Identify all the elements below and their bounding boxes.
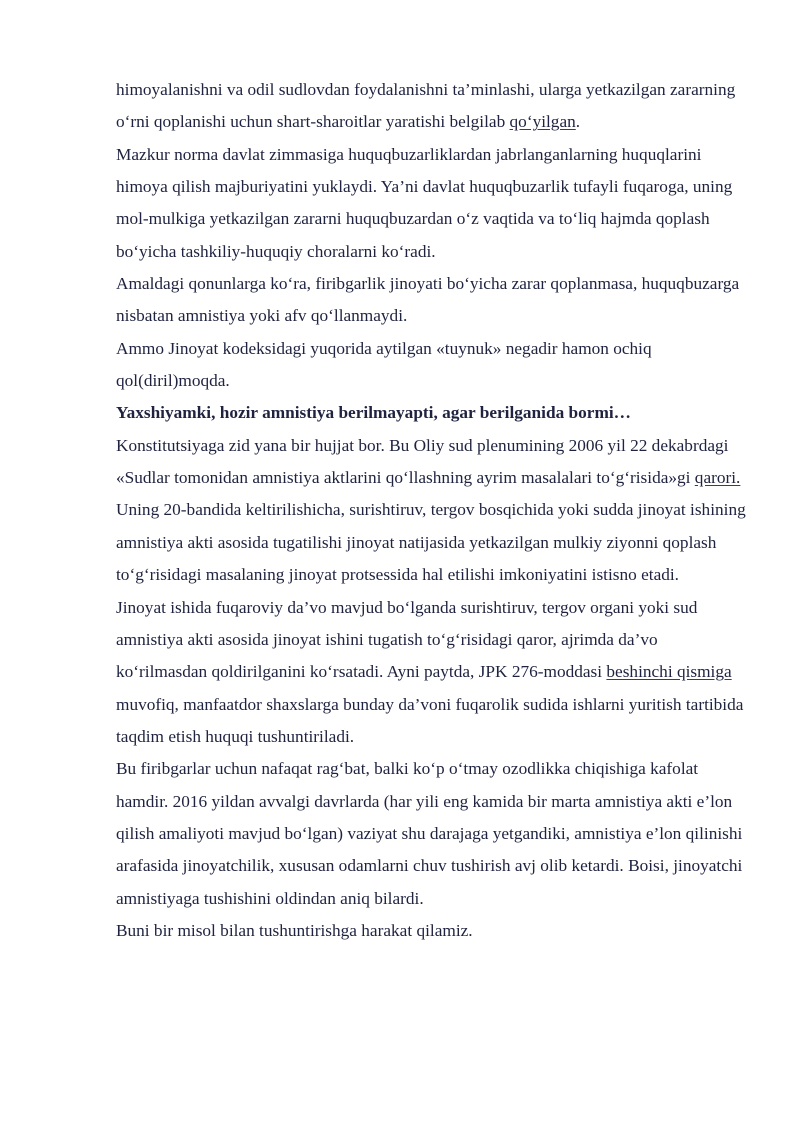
link-beshinchi-qismiga[interactable]: beshinchi qismiga	[606, 662, 732, 682]
paragraph-8: Bu firibgarlar uchun nafaqat rag‘bat, balki ko‘p o‘tmay ozodlikka chiqishiga kafolat hamdir. 2016 yildan avvalgi davrlarda (har yili eng kamida bir marta amnistiya akti e’lon qilish amaliyoti mavjud bo‘lgan) vaziyat shu darajaga yetgandiki, amnistiya e’lon qilinishi arafasida jinoyatchilik, xususan odamlarni chuv tushirish avj olib ketardi. Boisi, jinoyatchi amnistiyaga tushishini oldindan aniq bilardi.	[116, 759, 743, 908]
paragraph-4: Ammo Jinoyat kodeksidagi yuqorida aytilgan «tuynuk» negadir hamon ochiq qol(diril)moqda.	[116, 338, 652, 391]
link-qarori[interactable]: qarori.	[694, 468, 741, 488]
paragraph-9: Buni bir misol bilan tushuntirishga harakat qilamiz.	[116, 920, 473, 940]
paragraph-7-rest: muvofiq, manfaatdor shaxslarga bunday da’voni fuqarolik sudida ishlarni yuritish tartibida taqdim etish huquqi tushuntiriladi.	[116, 694, 744, 746]
paragraph-6-rest: Uning 20-bandida keltirilishicha, surishtiruv, tergov bosqichida yoki sudda jinoyat ishining amnistiya akti asosida tugatilishi jinoyat natijasida yetkazilgan mulkiy ziyonni qoplash to‘g‘risidagi masalaning jinoyat protsessida hal etilishi imkoniyatini istisno etadi.	[116, 500, 746, 585]
paragraph-6-text: Konstitutsiyaga zid yana bir hujjat bor. Bu Oliy sud plenumining 2006 yil 22 dekabrdagi «Sudlar tomonidan amnistiya aktlarini qo‘llashning ayrim masalalari to‘g‘risida»gi	[116, 435, 729, 488]
paragraph-1	[116, 74, 746, 139]
paragraph-1-end: .	[575, 112, 581, 132]
paragraph-3: Amaldagi qonunlarga ko‘ra, firibgarlik jinoyati bo‘yicha zarar qoplanmasa, huquqbuzarga nisbatan amnistiya yoki afv qo‘llanmaydi.	[116, 274, 740, 326]
section-heading: Yaxshiyamki, hozir amnistiya berilmayapti, agar berilganida bormi…	[116, 403, 631, 423]
paragraph-1-text: himoyalanishni va odil sudlovdan foydalanishni ta’minlashi, ularga yetkazilgan zararning o‘rni qoplanishi uchun shart-sharoitlar yaratishi belgilab	[116, 80, 736, 132]
paragraph-7-text: Jinoyat ishida fuqaroviy da’vo mavjud bo‘lganda surishtiruv, tergov organi yoki sud amnistiya akti asosida jinoyat ishini tugatish to‘g‘risidagi qaror, ajrimda da’vo ko‘rilmasdan qoldirilganini ko‘rsatadi. Ayni paytda, JPK 276-moddasi	[116, 597, 698, 682]
paragraph-2: Mazkur norma davlat zimmasiga huquqbuzarliklardan jabrlanganlarning huquqlarini himoya qilish majburiyatini yuklaydi. Ya’ni davlat huquqbuzarlik tufayli fuqaroga, uning mol-mulkiga yetkazilgan zararni huquqbuzardan o‘z vaqtida va to‘liq hajmda qoplash bo‘yicha tashkiliy-huquqiy choralarni ko‘radi.	[116, 144, 733, 261]
link-qoyilgan[interactable]: qo‘yilgan	[509, 112, 576, 132]
document-page	[116, 74, 746, 947]
paragraph-7	[116, 592, 746, 754]
paragraph-6	[116, 430, 746, 592]
